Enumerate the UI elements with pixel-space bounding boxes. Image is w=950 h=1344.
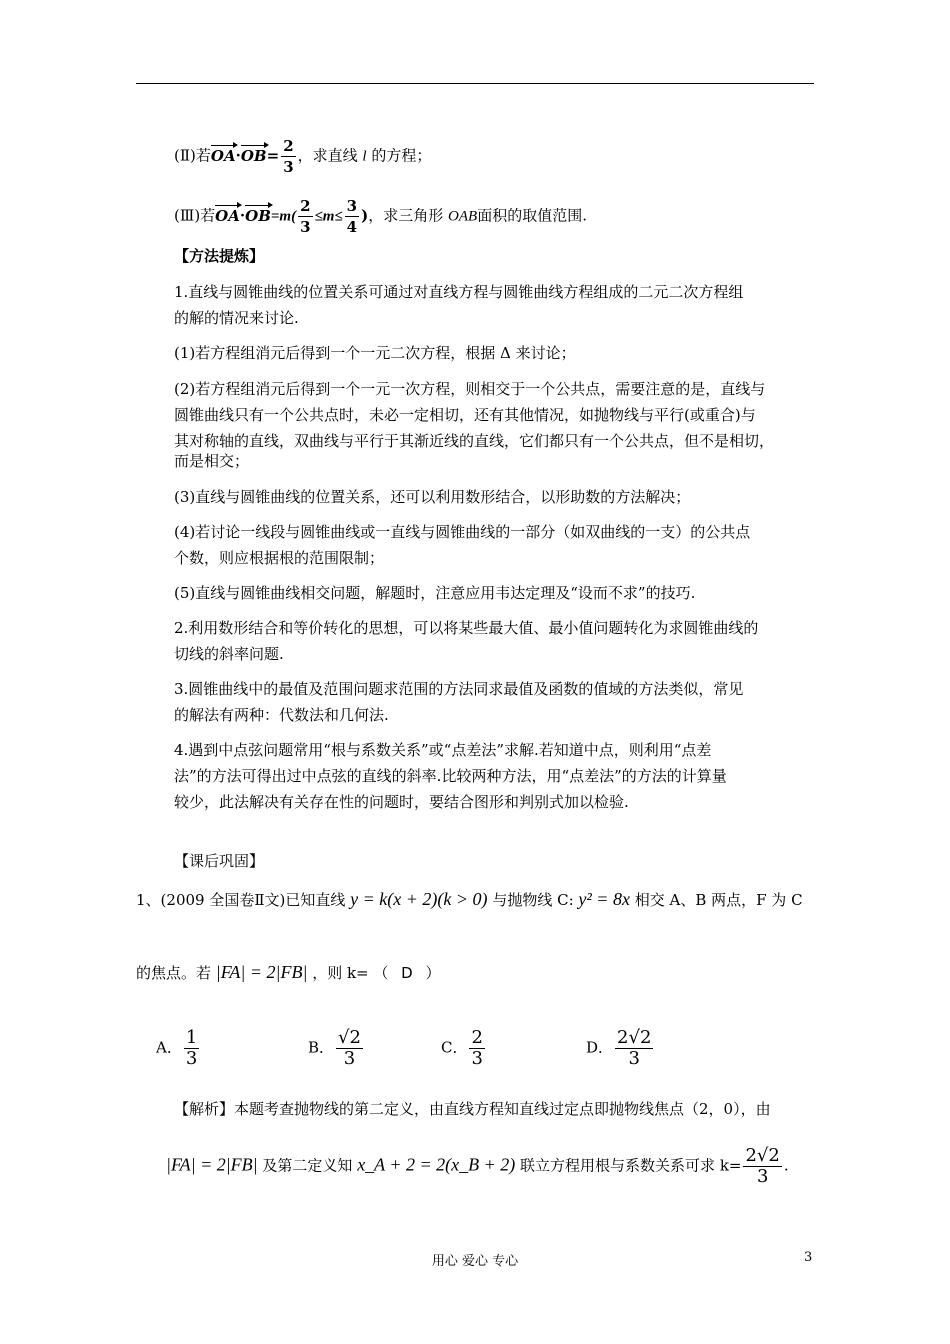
equals: =	[266, 146, 280, 165]
fraction-denominator: 3	[283, 158, 294, 176]
method-1-line-1: 1.直线与圆锥曲线的位置关系可通过对直线方程与圆锥曲线方程组成的二元二次方程组	[174, 283, 744, 301]
q2-prefix: (Ⅱ)若	[174, 146, 211, 165]
problem-1b-prefix: 的焦点。若	[136, 964, 212, 982]
method-1-5: (5)直线与圆锥曲线相交问题，解题时，注意应用韦达定理及“设而不求”的技巧.	[174, 584, 696, 602]
fraction-numerator: 2√2	[745, 1145, 780, 1166]
method-1-2-line-2: 圆锥曲线只有一个公共点时，未必一定相切，还有其他情况，如抛物线与平行(或重合)与	[174, 406, 756, 424]
method-1-2-line-4: 而是相交；	[174, 452, 250, 470]
problem-1-suffix: 相交 A、B 两点，F 为 C	[634, 891, 803, 909]
close-paren: ）	[425, 964, 441, 982]
vector-ob: OB	[240, 146, 267, 165]
option-label: A．	[156, 1038, 182, 1057]
method-3-line-2: 的解法有两种：代数法和几何法.	[174, 706, 389, 724]
fraction-numerator: 2	[283, 137, 294, 155]
fraction-numerator: 1	[185, 1027, 198, 1048]
focal-equation: x_A + 2 = 2(x_B + 2)	[357, 1154, 516, 1175]
fraction-denominator: 3	[756, 1166, 769, 1187]
method-1-3: (3)直线与圆锥曲线的位置关系，还可以利用数形结合，以形助数的方法解决；	[174, 488, 691, 506]
q3-prefix: (Ⅲ)若	[174, 206, 216, 225]
analysis-suffix: 联立方程用根与系数关系可求 k=	[520, 1156, 742, 1175]
fraction-numerator: √2	[338, 1027, 361, 1048]
method-2-line-1: 2.利用数形结合和等价转化的思想，可以将某些最大值、最小值问题转化为求圆锥曲线的	[174, 619, 759, 637]
vector-oa: OA	[215, 206, 240, 225]
fraction-denominator: 3	[343, 1048, 356, 1069]
option-fraction	[615, 1028, 653, 1069]
method-1-2-line-3: 其对称轴的直线，双曲线与平行于其渐近线的直线，它们都只有一个公共点，但不是相切，	[174, 432, 775, 450]
problem-1-line-2	[136, 963, 441, 982]
vector-ob: OB	[245, 206, 271, 225]
option-fraction	[184, 1028, 199, 1069]
distance-condition: |FA| = 2|FB|	[166, 1154, 258, 1175]
method-4-line-1: 4.遇到中点弦问题常用“根与系数关系”或“点差法”求解.若知道中点，则利用“点差	[174, 741, 712, 759]
method-3-line-1: 3.圆锥曲线中的最值及范围问题求范围的方法同求最值及函数的值域的方法类似，常见	[174, 680, 744, 698]
method-1-1: (1)若方程组消元后得到一个一元二次方程，根据 Δ 来讨论；	[174, 344, 576, 362]
answer-letter: D	[401, 964, 413, 982]
fraction-numerator: 2√2	[617, 1027, 652, 1048]
option-label: C．	[441, 1038, 468, 1057]
method-heading: 【方法提炼】	[174, 247, 265, 265]
period: .	[783, 1156, 789, 1175]
option-c	[441, 1028, 487, 1069]
fraction-2-3	[298, 196, 312, 237]
method-1-4-line-1: (4)若讨论一线段与圆锥曲线或一直线与圆锥曲线的一部分（如双曲线的一支）的公共点	[174, 523, 751, 541]
dot-operator: ·	[235, 146, 241, 165]
fraction-denominator: 3	[628, 1048, 640, 1069]
answer-fraction	[743, 1146, 781, 1187]
fraction-denominator: 4	[346, 218, 358, 236]
distance-condition: |FA| = 2|FB|	[215, 962, 308, 982]
equals-m: =m(	[270, 208, 297, 225]
inequality: ≤m≤	[314, 208, 343, 225]
close-paren: )	[361, 206, 369, 225]
review-heading: 【课后巩固】	[174, 852, 265, 870]
problem-1-prefix: 1、(2009 全国卷Ⅱ文)已知直线	[136, 891, 346, 909]
triangle-oab: OAB	[448, 208, 478, 225]
problem-1b-suffix: ，则 k= （	[312, 964, 389, 982]
vector-oa: OA	[210, 146, 236, 165]
method-1-line-2: 的解的情况来讨论.	[174, 309, 299, 327]
problem-1-mid: 与抛物线 C:	[492, 891, 574, 909]
q2-end: 的方程；	[371, 146, 432, 165]
analysis-line-1: 【解析】本题考查抛物线的第二定义，由直线方程知直线过定点即抛物线焦点（2，0），由	[174, 1100, 771, 1118]
question-3	[174, 196, 587, 237]
fraction-numerator: 3	[346, 197, 358, 215]
header-rule	[136, 83, 814, 84]
fraction-3-4	[345, 196, 359, 237]
fraction-denominator: 3	[185, 1048, 198, 1069]
method-4-line-3: 较少，此法解决有关存在性的问题时，要结合图形和判别式加以检验.	[174, 793, 629, 811]
fraction-numerator: 2	[300, 197, 311, 215]
method-1-2-line-1: (2)若方程组消元后得到一个一元一次方程，则相交于一个公共点，需要注意的是，直线与	[174, 380, 766, 398]
q3-end: 面积的取值范围.	[477, 206, 587, 225]
fraction-2-3	[281, 136, 295, 177]
analysis-mid: 及第二定义知	[262, 1156, 353, 1175]
option-b	[308, 1028, 365, 1069]
problem-1-line-1	[136, 890, 803, 909]
page-number: 3	[804, 1250, 813, 1265]
analysis-line-2	[166, 1146, 789, 1187]
option-a	[156, 1028, 201, 1069]
dot-operator: ·	[239, 206, 246, 225]
option-label: B．	[308, 1038, 335, 1057]
fraction-numerator: 2	[471, 1027, 483, 1048]
q2-suffix: ，求直线	[297, 146, 358, 165]
fraction-denominator: 3	[300, 218, 311, 236]
parabola-equation: y² = 8x	[578, 889, 630, 909]
fraction-denominator: 3	[471, 1048, 483, 1069]
q3-suffix: ，求三角形	[368, 206, 444, 225]
line-l: l	[362, 148, 367, 165]
option-label: D．	[586, 1038, 614, 1057]
method-4-line-2: 法”的方法可得出过中点弦的直线的斜率.比较两种方法，用“点差法”的方法的计算量	[174, 767, 727, 785]
line-equation: y = k(x + 2)(k > 0)	[350, 889, 488, 909]
option-fraction	[469, 1028, 484, 1069]
question-2	[174, 136, 431, 177]
option-fraction	[336, 1028, 363, 1069]
option-d	[586, 1028, 655, 1069]
method-1-4-line-2: 个数，则应根据根的范围限制；	[174, 549, 385, 567]
method-2-line-2: 切线的斜率问题.	[174, 645, 284, 663]
footer-slogan: 用心 爱心 专心	[431, 1254, 519, 1269]
